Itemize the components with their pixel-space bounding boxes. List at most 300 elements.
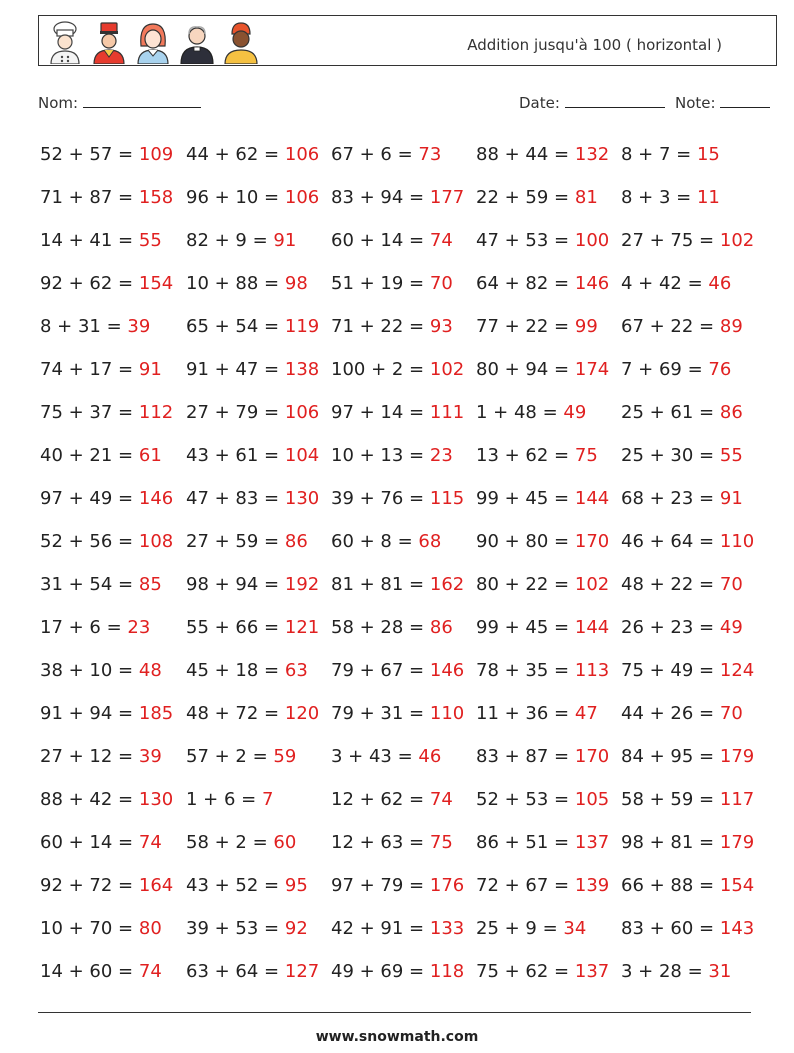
problem-expression: 55 + 66 = [186, 617, 280, 638]
problem-answer: 162 [429, 574, 465, 595]
problem-expression: 72 + 67 = [476, 875, 570, 896]
problem-answer: 146 [138, 488, 174, 509]
header-box [38, 15, 777, 66]
problem-cell [621, 606, 743, 649]
problem-cell [186, 864, 308, 907]
problem-cell [476, 907, 586, 950]
problem-cell [331, 520, 441, 563]
problem-cell [40, 176, 173, 219]
problem-cell [621, 477, 743, 520]
problem-cell [621, 907, 754, 950]
problem-answer: 113 [574, 660, 610, 681]
problem-expression: 71 + 22 = [331, 316, 425, 337]
problem-expression: 77 + 22 = [476, 316, 570, 337]
problem-expression: 46 + 64 = [621, 531, 715, 552]
problem-cell [40, 391, 173, 434]
problem-answer: 74 [138, 832, 162, 853]
problem-expression: 82 + 9 = [186, 230, 268, 251]
problem-answer: 174 [574, 359, 610, 380]
problem-cell [331, 735, 441, 778]
problem-expression: 31 + 54 = [40, 574, 134, 595]
problem-expression: 27 + 59 = [186, 531, 280, 552]
problem-expression: 48 + 72 = [186, 703, 280, 724]
problem-cell [40, 434, 162, 477]
problem-expression: 60 + 14 = [331, 230, 425, 251]
problem-expression: 1 + 6 = [186, 789, 257, 810]
problem-cell [621, 950, 731, 993]
problem-expression: 8 + 3 = [621, 187, 692, 208]
problem-row [40, 907, 780, 950]
problem-cell [476, 735, 609, 778]
problem-answer: 60 [273, 832, 297, 853]
problem-expression: 83 + 94 = [331, 187, 425, 208]
problem-cell [186, 778, 273, 821]
problem-cell [331, 219, 453, 262]
problem-expression: 88 + 44 = [476, 144, 570, 165]
problem-expression: 92 + 62 = [40, 273, 134, 294]
problem-cell [186, 219, 296, 262]
problem-answer: 138 [284, 359, 320, 380]
problem-cell [186, 821, 296, 864]
problem-row [40, 262, 780, 305]
problem-cell [621, 133, 720, 176]
problem-cell [621, 391, 743, 434]
problem-answer: 70 [719, 703, 743, 724]
problem-answer: 102 [574, 574, 610, 595]
problem-expression: 8 + 7 = [621, 144, 692, 165]
problem-answer: 70 [429, 273, 453, 294]
problem-answer: 74 [429, 230, 453, 251]
problem-cell [186, 606, 319, 649]
problem-expression: 58 + 59 = [621, 789, 715, 810]
problem-expression: 81 + 81 = [331, 574, 425, 595]
problem-row [40, 305, 780, 348]
problem-expression: 60 + 14 = [40, 832, 134, 853]
problem-expression: 84 + 95 = [621, 746, 715, 767]
problem-cell [331, 649, 464, 692]
problem-cell [40, 778, 173, 821]
problem-cell [476, 434, 598, 477]
problem-expression: 3 + 43 = [331, 746, 413, 767]
problem-cell [476, 821, 609, 864]
problem-answer: 31 [708, 961, 732, 982]
problem-cell [186, 434, 319, 477]
problem-cell [621, 649, 754, 692]
problem-cell [621, 735, 754, 778]
problem-expression: 96 + 10 = [186, 187, 280, 208]
problem-cell [331, 133, 441, 176]
problem-cell [621, 305, 743, 348]
problem-answer: 158 [138, 187, 174, 208]
problem-row [40, 950, 780, 993]
problem-cell [476, 606, 609, 649]
problem-cell [40, 864, 173, 907]
problem-expression: 83 + 87 = [476, 746, 570, 767]
problem-expression: 10 + 13 = [331, 445, 425, 466]
problem-expression: 43 + 52 = [186, 875, 280, 896]
problem-cell [621, 520, 754, 563]
problem-cell [476, 864, 609, 907]
problem-answer: 106 [284, 402, 320, 423]
problem-answer: 144 [574, 617, 610, 638]
problem-expression: 75 + 37 = [40, 402, 134, 423]
problem-answer: 124 [719, 660, 755, 681]
problem-answer: 177 [429, 187, 465, 208]
problem-cell [476, 262, 609, 305]
problem-cell [621, 262, 731, 305]
problem-row [40, 735, 780, 778]
problem-expression: 11 + 36 = [476, 703, 570, 724]
problem-cell [186, 348, 319, 391]
problem-cell [186, 176, 319, 219]
problem-expression: 58 + 2 = [186, 832, 268, 853]
worksheet-title: Addition jusqu'à 100 ( horizontal ) [467, 36, 722, 54]
problem-expression: 25 + 9 = [476, 918, 558, 939]
problem-cell [186, 950, 319, 993]
problem-answer: 170 [574, 746, 610, 767]
problem-answer: 185 [138, 703, 174, 724]
problem-answer: 89 [719, 316, 743, 337]
problem-cell [476, 520, 609, 563]
problem-cell [476, 563, 609, 606]
problem-cell [186, 305, 319, 348]
problem-expression: 4 + 42 = [621, 273, 703, 294]
problem-answer: 63 [284, 660, 308, 681]
problem-cell [476, 477, 609, 520]
problem-answer: 130 [138, 789, 174, 810]
problem-answer: 49 [719, 617, 743, 638]
problem-answer: 105 [574, 789, 610, 810]
problem-answer: 121 [284, 617, 320, 638]
problem-cell [476, 133, 609, 176]
problem-answer: 164 [138, 875, 174, 896]
problem-expression: 39 + 76 = [331, 488, 425, 509]
problem-answer: 73 [418, 144, 442, 165]
problem-expression: 48 + 22 = [621, 574, 715, 595]
problem-answer: 46 [418, 746, 442, 767]
problem-answer: 75 [574, 445, 598, 466]
problem-answer: 133 [429, 918, 465, 939]
problem-cell [331, 477, 464, 520]
problem-cell [621, 692, 743, 735]
problem-cell [186, 477, 319, 520]
problem-expression: 91 + 94 = [40, 703, 134, 724]
problem-expression: 90 + 80 = [476, 531, 570, 552]
problem-expression: 83 + 60 = [621, 918, 715, 939]
problem-answer: 39 [138, 746, 162, 767]
problem-expression: 26 + 23 = [621, 617, 715, 638]
problem-cell [621, 563, 743, 606]
problem-answer: 49 [563, 402, 587, 423]
problem-cell [476, 348, 609, 391]
problem-cell [621, 778, 754, 821]
date-field [519, 93, 665, 112]
date-blank[interactable] [565, 93, 665, 108]
problem-expression: 10 + 88 = [186, 273, 280, 294]
problem-cell [40, 821, 162, 864]
problem-expression: 98 + 81 = [621, 832, 715, 853]
problem-expression: 27 + 12 = [40, 746, 134, 767]
problem-row [40, 348, 780, 391]
problem-expression: 97 + 49 = [40, 488, 134, 509]
problem-expression: 1 + 48 = [476, 402, 558, 423]
problem-cell [621, 864, 754, 907]
problem-cell [40, 563, 162, 606]
problem-answer: 106 [284, 187, 320, 208]
problem-cell [186, 649, 308, 692]
problem-answer: 86 [719, 402, 743, 423]
problem-answer: 146 [574, 273, 610, 294]
problem-cell [476, 305, 598, 348]
problem-expression: 52 + 57 = [40, 144, 134, 165]
problem-answer: 48 [138, 660, 162, 681]
problem-answer: 74 [138, 961, 162, 982]
problem-cell [476, 692, 598, 735]
problem-answer: 146 [429, 660, 465, 681]
problem-answer: 102 [429, 359, 465, 380]
problem-cell [331, 563, 464, 606]
problem-expression: 88 + 42 = [40, 789, 134, 810]
problem-row [40, 563, 780, 606]
problem-cell [186, 133, 319, 176]
problem-cell [40, 907, 162, 950]
problem-expression: 39 + 53 = [186, 918, 280, 939]
problem-expression: 74 + 17 = [40, 359, 134, 380]
problem-row [40, 864, 780, 907]
problem-answer: 81 [574, 187, 598, 208]
problem-cell [186, 692, 319, 735]
problem-expression: 63 + 64 = [186, 961, 280, 982]
problem-cell [331, 606, 453, 649]
problem-cell [331, 262, 453, 305]
problem-answer: 55 [719, 445, 743, 466]
problem-answer: 76 [708, 359, 732, 380]
problem-expression: 80 + 22 = [476, 574, 570, 595]
priest-icon [177, 20, 217, 64]
problem-expression: 27 + 79 = [186, 402, 280, 423]
problem-expression: 67 + 6 = [331, 144, 413, 165]
problem-expression: 99 + 45 = [476, 488, 570, 509]
problem-expression: 67 + 22 = [621, 316, 715, 337]
problem-cell [40, 950, 162, 993]
problem-expression: 60 + 8 = [331, 531, 413, 552]
chef-icon [45, 20, 85, 64]
problem-answer: 117 [719, 789, 755, 810]
problem-expression: 75 + 49 = [621, 660, 715, 681]
problem-answer: 23 [429, 445, 453, 466]
problem-cell [40, 520, 173, 563]
problem-expression: 3 + 28 = [621, 961, 703, 982]
problem-cell [621, 348, 731, 391]
problem-expression: 47 + 83 = [186, 488, 280, 509]
problem-expression: 86 + 51 = [476, 832, 570, 853]
problem-expression: 14 + 41 = [40, 230, 134, 251]
problem-cell [331, 950, 464, 993]
problem-answer: 47 [574, 703, 598, 724]
problem-cell [40, 606, 150, 649]
problem-cell [331, 778, 453, 821]
footer-url: www.snowmath.com [315, 1029, 479, 1045]
problem-expression: 64 + 82 = [476, 273, 570, 294]
problem-answer: 99 [574, 316, 598, 337]
problem-answer: 93 [429, 316, 453, 337]
problem-answer: 55 [138, 230, 162, 251]
problem-expression: 98 + 94 = [186, 574, 280, 595]
problem-expression: 14 + 60 = [40, 961, 134, 982]
problem-answer: 192 [284, 574, 320, 595]
problem-cell [476, 649, 609, 692]
problem-row [40, 649, 780, 692]
problem-expression: 91 + 47 = [186, 359, 280, 380]
problem-expression: 43 + 61 = [186, 445, 280, 466]
problem-answer: 75 [429, 832, 453, 853]
name-blank[interactable] [83, 93, 201, 108]
problem-expression: 75 + 62 = [476, 961, 570, 982]
problem-cell [331, 821, 453, 864]
problem-cell [621, 176, 720, 219]
problem-answer: 39 [127, 316, 151, 337]
problem-answer: 92 [284, 918, 308, 939]
problem-expression: 25 + 61 = [621, 402, 715, 423]
problem-answer: 98 [284, 273, 308, 294]
problem-row [40, 477, 780, 520]
problem-answer: 85 [138, 574, 162, 595]
problem-row [40, 520, 780, 563]
problem-expression: 8 + 31 = [40, 316, 122, 337]
problem-answer: 144 [574, 488, 610, 509]
problem-row [40, 606, 780, 649]
problem-answer: 112 [138, 402, 174, 423]
problem-expression: 57 + 2 = [186, 746, 268, 767]
problem-answer: 119 [284, 316, 320, 337]
problem-expression: 68 + 23 = [621, 488, 715, 509]
problem-answer: 34 [563, 918, 587, 939]
problem-expression: 79 + 31 = [331, 703, 425, 724]
problem-expression: 80 + 94 = [476, 359, 570, 380]
problem-cell [476, 778, 609, 821]
problem-cell [476, 219, 609, 262]
problem-answer: 104 [284, 445, 320, 466]
problem-cell [331, 305, 453, 348]
problem-expression: 52 + 53 = [476, 789, 570, 810]
problem-answer: 46 [708, 273, 732, 294]
problem-expression: 12 + 63 = [331, 832, 425, 853]
problem-answer: 11 [696, 187, 720, 208]
problem-answer: 139 [574, 875, 610, 896]
problem-cell [40, 735, 162, 778]
problem-cell [331, 391, 464, 434]
problem-expression: 10 + 70 = [40, 918, 134, 939]
problem-expression: 13 + 62 = [476, 445, 570, 466]
problem-answer: 179 [719, 746, 755, 767]
bellhop-icon [89, 20, 129, 64]
problem-cell [40, 348, 162, 391]
problem-expression: 17 + 6 = [40, 617, 122, 638]
problem-cell [40, 219, 162, 262]
problem-answer: 86 [284, 531, 308, 552]
problem-answer: 106 [284, 144, 320, 165]
problem-expression: 97 + 79 = [331, 875, 425, 896]
problem-cell [40, 649, 162, 692]
problem-row [40, 692, 780, 735]
problem-cell [331, 692, 464, 735]
problem-expression: 71 + 87 = [40, 187, 134, 208]
problem-cell [186, 520, 308, 563]
problem-cell [186, 907, 308, 950]
problem-row [40, 391, 780, 434]
problem-expression: 78 + 35 = [476, 660, 570, 681]
problem-expression: 27 + 75 = [621, 230, 715, 251]
problem-answer: 132 [574, 144, 610, 165]
footer-divider [38, 1012, 751, 1013]
avatar-strip [45, 20, 261, 64]
problem-expression: 66 + 88 = [621, 875, 715, 896]
problem-answer: 170 [574, 531, 610, 552]
note-blank[interactable] [720, 93, 770, 108]
problem-answer: 176 [429, 875, 465, 896]
problem-cell [40, 305, 150, 348]
date-label: Date: [519, 94, 560, 112]
problem-cell [621, 821, 754, 864]
problem-answer: 111 [429, 402, 465, 423]
problem-expression: 51 + 19 = [331, 273, 425, 294]
problem-cell [186, 735, 296, 778]
problem-expression: 47 + 53 = [476, 230, 570, 251]
problem-row [40, 778, 780, 821]
problem-expression: 100 + 2 = [331, 359, 425, 380]
problem-cell [476, 391, 586, 434]
problem-answer: 91 [273, 230, 297, 251]
problem-cell [331, 434, 453, 477]
problem-answer: 74 [429, 789, 453, 810]
nurse-icon [133, 20, 173, 64]
problem-answer: 154 [719, 875, 755, 896]
problem-expression: 52 + 56 = [40, 531, 134, 552]
name-field [38, 93, 201, 112]
problem-answer: 109 [138, 144, 174, 165]
problem-expression: 65 + 54 = [186, 316, 280, 337]
problem-cell [621, 434, 743, 477]
problem-cell [476, 176, 598, 219]
problem-answer: 61 [138, 445, 162, 466]
problem-answer: 7 [261, 789, 274, 810]
problem-answer: 68 [418, 531, 442, 552]
note-label: Note: [675, 94, 716, 112]
problem-cell [186, 262, 308, 305]
problem-cell [186, 563, 319, 606]
problem-cell [40, 477, 173, 520]
problem-answer: 137 [574, 832, 610, 853]
problem-expression: 40 + 21 = [40, 445, 134, 466]
problem-answer: 102 [719, 230, 755, 251]
problem-answer: 80 [138, 918, 162, 939]
problem-answer: 15 [696, 144, 720, 165]
problem-expression: 22 + 59 = [476, 187, 570, 208]
problem-answer: 95 [284, 875, 308, 896]
problem-answer: 86 [429, 617, 453, 638]
problem-cell [40, 133, 173, 176]
problem-answer: 118 [429, 961, 465, 982]
problem-cell [331, 348, 464, 391]
problem-cell [186, 391, 319, 434]
problem-cell [331, 907, 464, 950]
problem-expression: 25 + 30 = [621, 445, 715, 466]
problem-answer: 70 [719, 574, 743, 595]
problem-expression: 45 + 18 = [186, 660, 280, 681]
problem-answer: 120 [284, 703, 320, 724]
problem-answer: 59 [273, 746, 297, 767]
problem-answer: 23 [127, 617, 151, 638]
